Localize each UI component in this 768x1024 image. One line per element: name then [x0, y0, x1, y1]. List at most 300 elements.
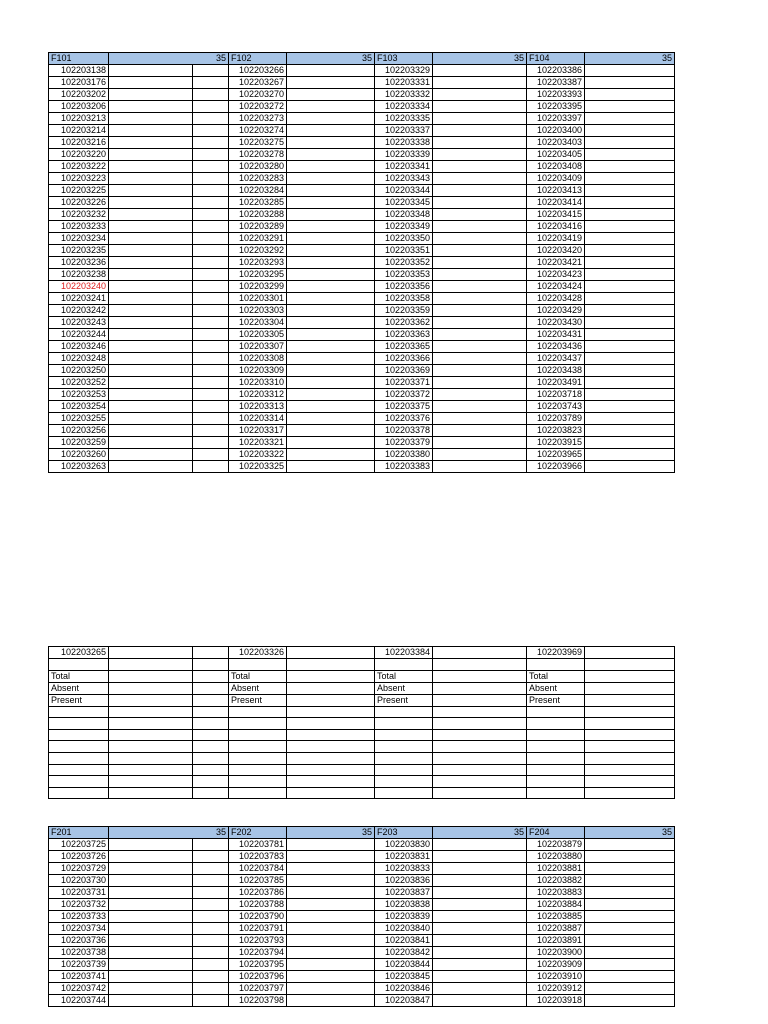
mark-cell[interactable] — [287, 923, 375, 935]
roll-number-cell[interactable]: 102203405 — [527, 149, 585, 161]
empty-cell[interactable] — [375, 706, 433, 718]
roll-number-cell[interactable]: 102203283 — [229, 173, 287, 185]
roll-number-cell[interactable]: 102203344 — [375, 185, 433, 197]
roll-number-cell[interactable]: 102203380 — [375, 449, 433, 461]
roll-number-cell[interactable]: 102203365 — [375, 341, 433, 353]
mark-cell[interactable] — [193, 425, 229, 437]
mark-cell[interactable] — [433, 233, 527, 245]
mark-cell[interactable] — [109, 377, 193, 389]
mark-cell[interactable] — [585, 125, 675, 137]
mark-cell[interactable] — [585, 851, 675, 863]
mark-cell[interactable] — [287, 437, 375, 449]
roll-number-cell[interactable]: 102203491 — [527, 377, 585, 389]
roll-number-cell[interactable]: 102203786 — [229, 887, 287, 899]
empty-cell[interactable] — [193, 787, 229, 799]
roll-number-cell[interactable]: 102203337 — [375, 125, 433, 137]
mark-cell[interactable] — [193, 137, 229, 149]
roll-number-cell[interactable]: 102203359 — [375, 305, 433, 317]
roll-number-cell[interactable]: 102203741 — [49, 971, 109, 983]
mark-cell[interactable] — [433, 923, 527, 935]
empty-cell[interactable] — [49, 718, 109, 730]
mark-cell[interactable] — [109, 101, 193, 113]
mark-cell[interactable] — [287, 863, 375, 875]
roll-number-cell[interactable]: 102203840 — [375, 923, 433, 935]
empty-cell[interactable] — [109, 776, 193, 788]
mark-cell[interactable] — [109, 257, 193, 269]
roll-number-cell[interactable]: 102203348 — [375, 209, 433, 221]
mark-cell[interactable] — [287, 161, 375, 173]
roll-number-cell[interactable]: 102203823 — [527, 425, 585, 437]
roll-number-cell[interactable]: 102203236 — [49, 257, 109, 269]
mark-cell[interactable] — [433, 647, 527, 659]
mark-cell[interactable] — [287, 839, 375, 851]
roll-number-cell[interactable]: 102203254 — [49, 401, 109, 413]
mark-cell[interactable] — [433, 353, 527, 365]
mark-cell[interactable] — [585, 863, 675, 875]
roll-number-cell[interactable]: 102203969 — [527, 647, 585, 659]
empty-cell[interactable] — [193, 729, 229, 741]
roll-number-cell[interactable]: 102203438 — [527, 365, 585, 377]
mark-cell[interactable] — [433, 971, 527, 983]
mark-cell[interactable] — [193, 959, 229, 971]
mark-cell[interactable] — [193, 389, 229, 401]
mark-cell[interactable] — [109, 305, 193, 317]
mark-cell[interactable] — [585, 161, 675, 173]
mark-cell[interactable] — [585, 197, 675, 209]
mark-cell[interactable] — [193, 149, 229, 161]
mark-cell[interactable] — [193, 197, 229, 209]
empty-cell[interactable] — [49, 787, 109, 799]
mark-cell[interactable] — [287, 461, 375, 473]
mark-cell[interactable] — [585, 269, 675, 281]
roll-number-cell[interactable]: 102203795 — [229, 959, 287, 971]
roll-number-cell[interactable]: 102203788 — [229, 899, 287, 911]
roll-number-cell[interactable]: 102203260 — [49, 449, 109, 461]
roll-number-cell[interactable]: 102203429 — [527, 305, 585, 317]
roll-number-cell[interactable]: 102203900 — [527, 947, 585, 959]
empty-cell[interactable] — [433, 741, 527, 753]
mark-cell[interactable] — [585, 65, 675, 77]
group-name-cell[interactable]: F204 — [527, 827, 585, 839]
mark-cell[interactable] — [109, 851, 193, 863]
mark-cell[interactable] — [193, 125, 229, 137]
roll-number-cell[interactable]: 102203223 — [49, 173, 109, 185]
mark-cell[interactable] — [433, 425, 527, 437]
mark-cell[interactable] — [433, 449, 527, 461]
roll-number-cell[interactable]: 102203836 — [375, 875, 433, 887]
mark-cell[interactable] — [109, 65, 193, 77]
mark-cell[interactable] — [193, 245, 229, 257]
empty-cell[interactable] — [585, 659, 675, 671]
mark-cell[interactable] — [287, 125, 375, 137]
empty-cell[interactable] — [527, 729, 585, 741]
mark-cell[interactable] — [193, 65, 229, 77]
mark-cell[interactable] — [193, 185, 229, 197]
mark-cell[interactable] — [433, 149, 527, 161]
mark-cell[interactable] — [585, 173, 675, 185]
empty-cell[interactable] — [433, 787, 527, 799]
mark-cell[interactable] — [433, 197, 527, 209]
mark-cell[interactable] — [287, 173, 375, 185]
summary-value-cell[interactable] — [433, 682, 527, 694]
empty-cell[interactable] — [375, 718, 433, 730]
mark-cell[interactable] — [585, 221, 675, 233]
roll-number-cell[interactable]: 102203356 — [375, 281, 433, 293]
empty-cell[interactable] — [527, 776, 585, 788]
mark-cell[interactable] — [585, 293, 675, 305]
empty-cell[interactable] — [585, 706, 675, 718]
roll-number-cell[interactable]: 102203880 — [527, 851, 585, 863]
mark-cell[interactable] — [193, 449, 229, 461]
roll-number-cell[interactable]: 102203733 — [49, 911, 109, 923]
roll-number-cell[interactable]: 102203837 — [375, 887, 433, 899]
roll-number-cell[interactable]: 102203176 — [49, 77, 109, 89]
mark-cell[interactable] — [585, 101, 675, 113]
roll-number-cell[interactable]: 102203353 — [375, 269, 433, 281]
empty-cell[interactable] — [287, 787, 375, 799]
summary-label-cell[interactable]: Total — [527, 670, 585, 682]
mark-cell[interactable] — [585, 245, 675, 257]
roll-number-cell[interactable]: 102203278 — [229, 149, 287, 161]
mark-cell[interactable] — [193, 875, 229, 887]
mark-cell[interactable] — [109, 389, 193, 401]
mark-cell[interactable] — [193, 77, 229, 89]
mark-cell[interactable] — [585, 113, 675, 125]
roll-number-cell[interactable]: 102203424 — [527, 281, 585, 293]
mark-cell[interactable] — [585, 365, 675, 377]
roll-number-cell[interactable]: 102203797 — [229, 983, 287, 995]
roll-number-cell[interactable]: 102203338 — [375, 137, 433, 149]
mark-cell[interactable] — [287, 113, 375, 125]
mark-cell[interactable] — [193, 377, 229, 389]
summary-value-cell[interactable] — [287, 694, 375, 706]
roll-number-cell[interactable]: 102203305 — [229, 329, 287, 341]
roll-number-cell[interactable]: 102203882 — [527, 875, 585, 887]
mark-cell[interactable] — [109, 983, 193, 995]
roll-number-cell[interactable]: 102203437 — [527, 353, 585, 365]
mark-cell[interactable] — [109, 923, 193, 935]
roll-number-cell[interactable]: 102203796 — [229, 971, 287, 983]
mark-cell[interactable] — [287, 413, 375, 425]
roll-number-cell[interactable]: 102203312 — [229, 389, 287, 401]
empty-cell[interactable] — [193, 718, 229, 730]
roll-number-cell[interactable]: 102203267 — [229, 77, 287, 89]
roll-number-cell[interactable]: 102203387 — [527, 77, 585, 89]
mark-cell[interactable] — [109, 365, 193, 377]
mark-cell[interactable] — [585, 389, 675, 401]
roll-number-cell[interactable]: 102203363 — [375, 329, 433, 341]
roll-number-cell[interactable]: 102203420 — [527, 245, 585, 257]
mark-cell[interactable] — [109, 875, 193, 887]
roll-number-cell[interactable]: 102203409 — [527, 173, 585, 185]
mark-cell[interactable] — [585, 461, 675, 473]
roll-number-cell[interactable]: 102203885 — [527, 911, 585, 923]
empty-cell[interactable] — [193, 776, 229, 788]
mark-cell[interactable] — [585, 911, 675, 923]
roll-number-cell[interactable]: 102203293 — [229, 257, 287, 269]
empty-cell[interactable] — [109, 706, 193, 718]
mark-cell[interactable] — [433, 365, 527, 377]
mark-cell[interactable] — [287, 935, 375, 947]
summary-value-cell[interactable] — [585, 694, 675, 706]
mark-cell[interactable] — [433, 947, 527, 959]
summary-label-cell[interactable]: Absent — [527, 682, 585, 694]
mark-cell[interactable] — [433, 257, 527, 269]
roll-number-cell[interactable]: 102203785 — [229, 875, 287, 887]
roll-number-cell[interactable]: 102203220 — [49, 149, 109, 161]
mark-cell[interactable] — [585, 959, 675, 971]
mark-cell[interactable] — [287, 401, 375, 413]
roll-number-cell[interactable]: 102203321 — [229, 437, 287, 449]
mark-cell[interactable] — [433, 137, 527, 149]
empty-cell[interactable] — [49, 706, 109, 718]
mark-cell[interactable] — [433, 245, 527, 257]
mark-cell[interactable] — [433, 851, 527, 863]
mark-cell[interactable] — [193, 257, 229, 269]
summary-label-cell[interactable]: Total — [375, 670, 433, 682]
empty-cell[interactable] — [49, 659, 109, 671]
mark-cell[interactable] — [193, 923, 229, 935]
roll-number-cell[interactable]: 102203793 — [229, 935, 287, 947]
roll-number-cell[interactable]: 102203831 — [375, 851, 433, 863]
roll-number-cell[interactable]: 102203910 — [527, 971, 585, 983]
roll-number-cell[interactable]: 102203222 — [49, 161, 109, 173]
roll-number-cell[interactable]: 102203830 — [375, 839, 433, 851]
roll-number-cell[interactable]: 102203798 — [229, 995, 287, 1007]
roll-number-cell[interactable]: 102203415 — [527, 209, 585, 221]
roll-number-cell[interactable]: 102203352 — [375, 257, 433, 269]
empty-cell[interactable] — [229, 729, 287, 741]
mark-cell[interactable] — [193, 401, 229, 413]
roll-number-cell[interactable]: 102203308 — [229, 353, 287, 365]
roll-number-cell[interactable]: 102203235 — [49, 245, 109, 257]
mark-cell[interactable] — [433, 899, 527, 911]
roll-number-cell[interactable]: 102203265 — [49, 647, 109, 659]
roll-number-cell[interactable]: 102203332 — [375, 89, 433, 101]
summary-label-cell[interactable]: Absent — [229, 682, 287, 694]
roll-number-cell[interactable]: 102203736 — [49, 935, 109, 947]
roll-number-cell[interactable]: 102203273 — [229, 113, 287, 125]
mark-cell[interactable] — [109, 269, 193, 281]
mark-cell[interactable] — [287, 875, 375, 887]
mark-cell[interactable] — [193, 863, 229, 875]
mark-cell[interactable] — [109, 161, 193, 173]
mark-cell[interactable] — [109, 125, 193, 137]
mark-cell[interactable] — [287, 851, 375, 863]
roll-number-cell[interactable]: 102203325 — [229, 461, 287, 473]
roll-number-cell[interactable]: 102203313 — [229, 401, 287, 413]
mark-cell[interactable] — [109, 911, 193, 923]
empty-cell[interactable] — [109, 741, 193, 753]
roll-number-cell[interactable]: 102203841 — [375, 935, 433, 947]
roll-number-cell[interactable]: 102203266 — [229, 65, 287, 77]
mark-cell[interactable] — [287, 197, 375, 209]
mark-cell[interactable] — [433, 209, 527, 221]
roll-number-cell[interactable]: 102203351 — [375, 245, 433, 257]
empty-cell[interactable] — [585, 776, 675, 788]
empty-cell[interactable] — [375, 787, 433, 799]
mark-cell[interactable] — [193, 461, 229, 473]
empty-cell[interactable] — [585, 787, 675, 799]
roll-number-cell[interactable]: 102203743 — [527, 401, 585, 413]
mark-cell[interactable] — [193, 281, 229, 293]
roll-number-cell[interactable]: 102203255 — [49, 413, 109, 425]
summary-value-cell[interactable] — [287, 670, 375, 682]
mark-cell[interactable] — [109, 413, 193, 425]
roll-number-cell[interactable]: 102203309 — [229, 365, 287, 377]
mark-cell[interactable] — [585, 317, 675, 329]
roll-number-cell[interactable]: 102203966 — [527, 461, 585, 473]
roll-number-cell[interactable]: 102203206 — [49, 101, 109, 113]
mark-cell[interactable] — [585, 89, 675, 101]
roll-number-cell[interactable]: 102203718 — [527, 389, 585, 401]
mark-cell[interactable] — [287, 341, 375, 353]
mark-cell[interactable] — [109, 293, 193, 305]
mark-cell[interactable] — [193, 971, 229, 983]
mark-cell[interactable] — [109, 341, 193, 353]
roll-number-cell[interactable]: 102203216 — [49, 137, 109, 149]
mark-cell[interactable] — [585, 449, 675, 461]
mark-cell[interactable] — [585, 281, 675, 293]
mark-cell[interactable] — [193, 839, 229, 851]
roll-number-cell[interactable]: 102203240 — [49, 281, 109, 293]
mark-cell[interactable] — [193, 437, 229, 449]
roll-number-cell[interactable]: 102203379 — [375, 437, 433, 449]
empty-cell[interactable] — [229, 718, 287, 730]
roll-number-cell[interactable]: 102203912 — [527, 983, 585, 995]
mark-cell[interactable] — [109, 863, 193, 875]
mark-cell[interactable] — [287, 377, 375, 389]
mark-cell[interactable] — [585, 875, 675, 887]
roll-number-cell[interactable]: 102203307 — [229, 341, 287, 353]
mark-cell[interactable] — [287, 995, 375, 1007]
mark-cell[interactable] — [109, 353, 193, 365]
roll-number-cell[interactable]: 102203738 — [49, 947, 109, 959]
roll-number-cell[interactable]: 102203431 — [527, 329, 585, 341]
roll-number-cell[interactable]: 102203739 — [49, 959, 109, 971]
mark-cell[interactable] — [433, 437, 527, 449]
roll-number-cell[interactable]: 102203400 — [527, 125, 585, 137]
empty-cell[interactable] — [585, 729, 675, 741]
empty-cell[interactable] — [193, 741, 229, 753]
roll-number-cell[interactable]: 102203301 — [229, 293, 287, 305]
roll-number-cell[interactable]: 102203285 — [229, 197, 287, 209]
mark-cell[interactable] — [585, 995, 675, 1007]
roll-number-cell[interactable]: 102203414 — [527, 197, 585, 209]
empty-cell[interactable] — [229, 764, 287, 776]
roll-number-cell[interactable]: 102203378 — [375, 425, 433, 437]
roll-number-cell[interactable]: 102203234 — [49, 233, 109, 245]
empty-cell[interactable] — [585, 741, 675, 753]
summary-label-cell[interactable]: Present — [375, 694, 433, 706]
mark-cell[interactable] — [287, 647, 375, 659]
mark-cell[interactable] — [287, 185, 375, 197]
mark-cell[interactable] — [287, 149, 375, 161]
mark-cell[interactable] — [109, 209, 193, 221]
roll-number-cell[interactable]: 102203233 — [49, 221, 109, 233]
group-count-cell[interactable]: 35 — [585, 53, 675, 65]
empty-cell[interactable] — [49, 741, 109, 753]
empty-cell[interactable] — [109, 718, 193, 730]
empty-cell[interactable] — [109, 752, 193, 764]
mark-cell[interactable] — [287, 65, 375, 77]
empty-cell[interactable] — [585, 718, 675, 730]
roll-number-cell[interactable]: 102203408 — [527, 161, 585, 173]
roll-number-cell[interactable]: 102203965 — [527, 449, 585, 461]
mark-cell[interactable] — [109, 887, 193, 899]
roll-number-cell[interactable]: 102203253 — [49, 389, 109, 401]
empty-cell[interactable] — [375, 659, 433, 671]
roll-number-cell[interactable]: 102203246 — [49, 341, 109, 353]
empty-cell[interactable] — [375, 764, 433, 776]
group-name-cell[interactable]: F103 — [375, 53, 433, 65]
roll-number-cell[interactable]: 102203341 — [375, 161, 433, 173]
roll-number-cell[interactable]: 102203202 — [49, 89, 109, 101]
mark-cell[interactable] — [193, 161, 229, 173]
mark-cell[interactable] — [287, 971, 375, 983]
empty-cell[interactable] — [375, 741, 433, 753]
mark-cell[interactable] — [433, 935, 527, 947]
mark-cell[interactable] — [193, 899, 229, 911]
empty-cell[interactable] — [375, 776, 433, 788]
mark-cell[interactable] — [287, 983, 375, 995]
mark-cell[interactable] — [287, 257, 375, 269]
empty-cell[interactable] — [527, 752, 585, 764]
empty-cell[interactable] — [193, 764, 229, 776]
mark-cell[interactable] — [109, 233, 193, 245]
mark-cell[interactable] — [585, 137, 675, 149]
summary-value-cell[interactable] — [193, 670, 229, 682]
roll-number-cell[interactable]: 102203744 — [49, 995, 109, 1007]
roll-number-cell[interactable]: 102203291 — [229, 233, 287, 245]
mark-cell[interactable] — [193, 173, 229, 185]
empty-cell[interactable] — [109, 659, 193, 671]
empty-cell[interactable] — [49, 752, 109, 764]
roll-number-cell[interactable]: 102203250 — [49, 365, 109, 377]
summary-label-cell[interactable]: Absent — [49, 682, 109, 694]
roll-number-cell[interactable]: 102203232 — [49, 209, 109, 221]
summary-label-cell[interactable]: Present — [527, 694, 585, 706]
empty-cell[interactable] — [433, 764, 527, 776]
roll-number-cell[interactable]: 102203343 — [375, 173, 433, 185]
mark-cell[interactable] — [287, 209, 375, 221]
roll-number-cell[interactable]: 102203403 — [527, 137, 585, 149]
mark-cell[interactable] — [287, 281, 375, 293]
roll-number-cell[interactable]: 102203846 — [375, 983, 433, 995]
mark-cell[interactable] — [585, 341, 675, 353]
roll-number-cell[interactable]: 102203263 — [49, 461, 109, 473]
mark-cell[interactable] — [433, 389, 527, 401]
mark-cell[interactable] — [109, 971, 193, 983]
empty-cell[interactable] — [287, 764, 375, 776]
summary-label-cell[interactable]: Present — [229, 694, 287, 706]
group-name-cell[interactable]: F201 — [49, 827, 109, 839]
roll-number-cell[interactable]: 102203416 — [527, 221, 585, 233]
summary-value-cell[interactable] — [433, 694, 527, 706]
mark-cell[interactable] — [193, 317, 229, 329]
summary-value-cell[interactable] — [109, 682, 193, 694]
roll-number-cell[interactable]: 102203726 — [49, 851, 109, 863]
empty-cell[interactable] — [287, 659, 375, 671]
mark-cell[interactable] — [193, 113, 229, 125]
roll-number-cell[interactable]: 102203289 — [229, 221, 287, 233]
roll-number-cell[interactable]: 102203395 — [527, 101, 585, 113]
mark-cell[interactable] — [433, 329, 527, 341]
mark-cell[interactable] — [433, 221, 527, 233]
mark-cell[interactable] — [109, 425, 193, 437]
summary-value-cell[interactable] — [585, 670, 675, 682]
roll-number-cell[interactable]: 102203842 — [375, 947, 433, 959]
